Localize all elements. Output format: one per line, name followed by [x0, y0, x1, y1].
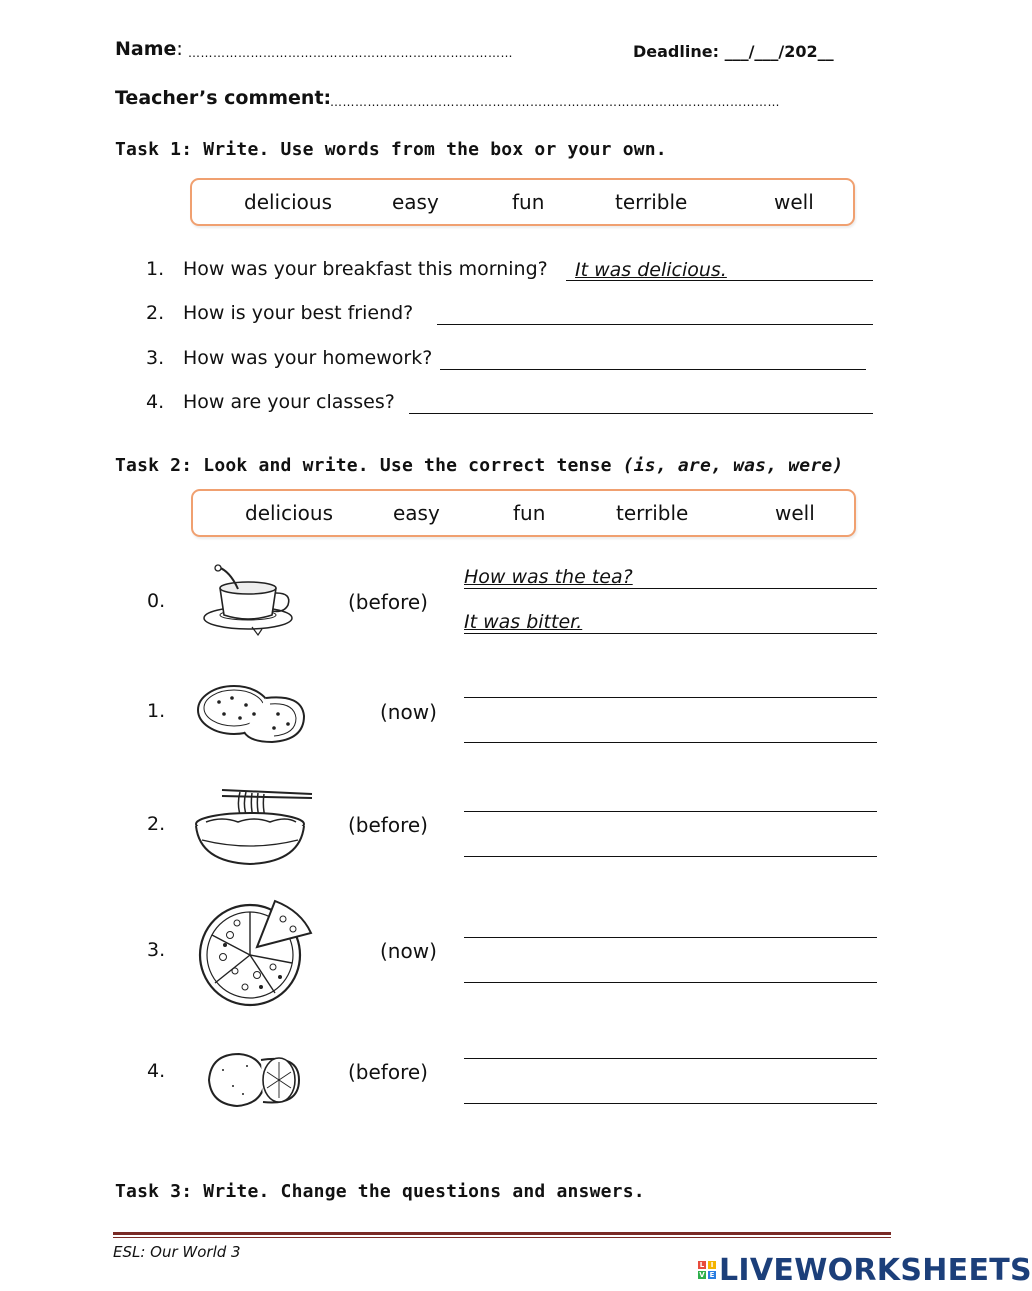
word-bank-item: terrible — [616, 501, 689, 525]
item-number: 4. — [147, 1060, 166, 1082]
answer-input[interactable] — [443, 347, 863, 369]
task3-title: Task 3: Write. Change the questions and answers. — [115, 1181, 645, 1202]
question-line[interactable] — [464, 811, 877, 812]
time-label: (before) — [348, 813, 428, 837]
footer-source: ESL: Our World 3 — [113, 1243, 241, 1261]
answer-line[interactable] — [464, 742, 877, 743]
question-text: How is your best friend? — [183, 302, 414, 324]
task2-title: Task 2: Look and write. Use the correct tense (is, are, was, were) — [115, 455, 844, 476]
pizza-icon — [195, 895, 315, 1007]
word-bank-item: fun — [512, 190, 545, 214]
item-number: 1. — [147, 700, 166, 722]
task1-title: Task 1: Write. Use words from the box or your own. — [115, 139, 667, 160]
answer-text[interactable]: It was delicious. — [575, 259, 727, 281]
time-label: (now) — [380, 700, 437, 724]
time-label: (before) — [348, 590, 428, 614]
question-answer[interactable]: How was the tea? — [464, 566, 633, 588]
question-number: 2. — [146, 302, 165, 324]
task2-word-box — [191, 489, 856, 537]
teacher-comment-label: Teacher’s comment: — [115, 87, 332, 109]
question-number: 4. — [146, 391, 165, 413]
word-bank-item: delicious — [245, 501, 333, 525]
item-number: 2. — [147, 813, 166, 835]
liveworksheets-brand[interactable]: LIVEWORKSHEETS — [719, 1253, 1032, 1288]
lemon-icon — [203, 1046, 303, 1110]
footer-rule-thin — [113, 1237, 891, 1238]
task1-word-box — [190, 178, 855, 226]
word-bank-item: easy — [392, 190, 439, 214]
word-bank-item: well — [774, 190, 814, 214]
answer-line — [440, 369, 866, 370]
answer-input[interactable] — [440, 302, 870, 324]
noodles-icon — [192, 786, 314, 870]
question-line[interactable] — [464, 1058, 877, 1059]
name-label: Name: — [115, 38, 183, 60]
question-text: How are your classes? — [183, 391, 395, 413]
deadline-field[interactable]: Deadline: ___/___/202__ — [633, 42, 834, 61]
question-number: 3. — [146, 347, 165, 369]
answer-line[interactable] — [464, 1103, 877, 1104]
time-label: (now) — [380, 939, 437, 963]
answer-text[interactable]: It was bitter. — [464, 611, 583, 633]
question-line[interactable] — [464, 697, 877, 698]
name-field[interactable]: …………………………………………………………………… — [188, 46, 513, 60]
cookies-icon — [194, 680, 310, 748]
question-text: How was your breakfast this morning? — [183, 258, 548, 280]
tea-cup-icon — [200, 563, 300, 643]
question-text: How was your homework? — [183, 347, 433, 369]
question-line — [464, 588, 877, 589]
answer-line[interactable] — [464, 982, 877, 983]
word-bank-item: terrible — [615, 190, 688, 214]
word-bank-item: easy — [393, 501, 440, 525]
answer-line — [437, 324, 873, 325]
answer-input[interactable] — [412, 391, 870, 413]
footer-rule — [113, 1232, 891, 1235]
liveworksheets-logo-icon: L I V E — [699, 1261, 715, 1279]
answer-line — [464, 633, 877, 634]
item-number: 3. — [147, 939, 166, 961]
word-bank-item: well — [775, 501, 815, 525]
time-label: (before) — [348, 1060, 428, 1084]
word-bank-item: fun — [513, 501, 546, 525]
item-number: 0. — [147, 590, 166, 612]
answer-line[interactable] — [464, 856, 877, 857]
word-bank-item: delicious — [244, 190, 332, 214]
question-line[interactable] — [464, 937, 877, 938]
answer-line — [409, 413, 873, 414]
teacher-comment-field[interactable]: ……………………………………………………………………………………………… — [330, 95, 780, 109]
question-number: 1. — [146, 258, 165, 280]
